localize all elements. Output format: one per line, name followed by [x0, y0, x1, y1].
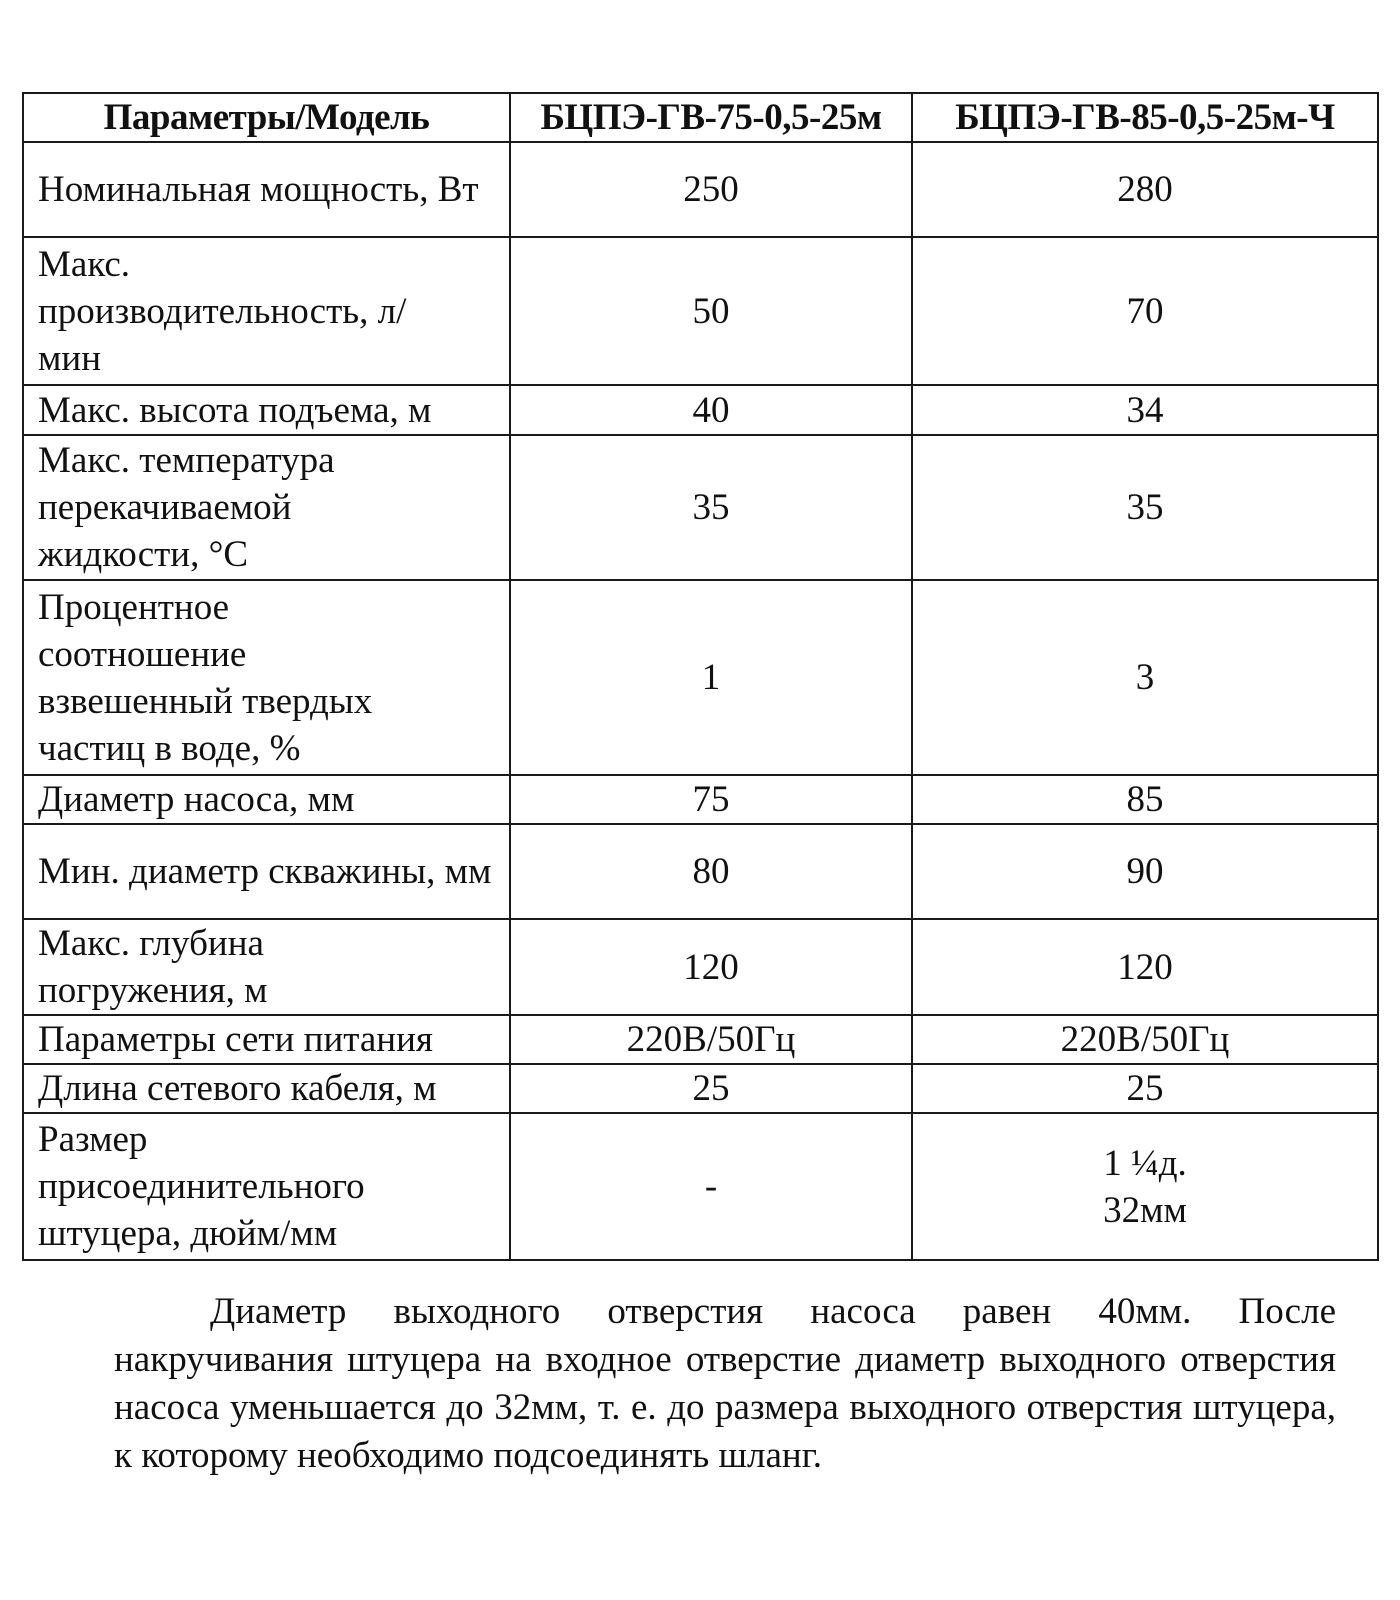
- table-row: [23, 580, 1378, 775]
- value-cell-75: 35: [510, 435, 912, 580]
- value-cell-85: 35: [912, 435, 1378, 580]
- value-cell-85: 220В/50Гц: [912, 1015, 1378, 1064]
- value-cell-85: 120: [912, 919, 1378, 1015]
- param-text: Макс. температура перекачиваемой жидкости, °С: [38, 440, 335, 575]
- param-cell: Параметры сети питания: [23, 1015, 510, 1064]
- specifications-table: [22, 92, 1379, 1261]
- value-cell-75: -: [510, 1113, 912, 1260]
- value-cell-75: 120: [510, 919, 912, 1015]
- table-row: [23, 385, 1378, 435]
- param-text: Макс. глубина погружения, м: [38, 923, 268, 1011]
- value-cell-85: 280: [912, 142, 1378, 237]
- param-cell: Диаметр насоса, мм: [23, 775, 510, 824]
- fitting-size-mm: 32мм: [1103, 1189, 1187, 1231]
- value-cell-75: 80: [510, 824, 912, 919]
- value-cell-85: 34: [912, 385, 1378, 435]
- value-cell-85: 85: [912, 775, 1378, 824]
- value-cell-85: 70: [912, 237, 1378, 385]
- value-cell-75: 220В/50Гц: [510, 1015, 912, 1064]
- table-row: [23, 142, 1378, 237]
- value-cell-75: 1: [510, 580, 912, 775]
- value-cell-85: [912, 1113, 1378, 1260]
- param-cell: [23, 237, 510, 385]
- param-cell: [23, 1113, 510, 1260]
- header-parameters: Параметры/Модель: [23, 93, 510, 142]
- value-cell-75: 75: [510, 775, 912, 824]
- outlet-diameter-note: Диаметр выходного отверстия насоса равен 40мм. После накручивания штуцера на входное отверстие диаметр выходного отверстия насоса уменьшается до 32мм, т. е. до размера выходного отверстия штуцера, к которому необходимо подсоединять шланг.: [114, 1291, 1336, 1476]
- table-row: [23, 775, 1378, 824]
- header-model-85: БЦПЭ-ГВ-85-0,5-25м-Ч: [912, 93, 1378, 142]
- table-row: [23, 1015, 1378, 1064]
- value-cell-75: 25: [510, 1064, 912, 1113]
- value-cell-75: 50: [510, 237, 912, 385]
- table-row: [23, 237, 1378, 385]
- value-cell-85: 25: [912, 1064, 1378, 1113]
- value-cell-75: 250: [510, 142, 912, 237]
- table-row: [23, 1064, 1378, 1113]
- param-cell: Номинальная мощность, Вт: [23, 142, 510, 237]
- param-cell: [23, 580, 510, 775]
- table-row: [23, 435, 1378, 580]
- value-cell-75: 40: [510, 385, 912, 435]
- param-cell: [23, 919, 510, 1015]
- header-model-75: БЦПЭ-ГВ-75-0,5-25м: [510, 93, 912, 142]
- value-cell-85: 90: [912, 824, 1378, 919]
- fitting-size-inch: 1 ¼д.: [1103, 1142, 1187, 1184]
- table-row: [23, 919, 1378, 1015]
- table-row: [23, 1113, 1378, 1260]
- table-header-row: [23, 93, 1378, 142]
- table-row: [23, 824, 1378, 919]
- param-text: Процентное соотношение взвешенный твердых частиц в воде, %: [38, 586, 373, 769]
- value-cell-85: 3: [912, 580, 1378, 775]
- param-cell: Макс. высота подъема, м: [23, 385, 510, 435]
- param-text: Макс. производительность, л/мин: [38, 243, 407, 379]
- param-cell: Длина сетевого кабеля, м: [23, 1064, 510, 1113]
- param-text: Размер присоединительного штуцера, дюйм/мм: [38, 1119, 365, 1254]
- param-cell: Мин. диаметр скважины, мм: [23, 824, 510, 919]
- param-cell: [23, 435, 510, 580]
